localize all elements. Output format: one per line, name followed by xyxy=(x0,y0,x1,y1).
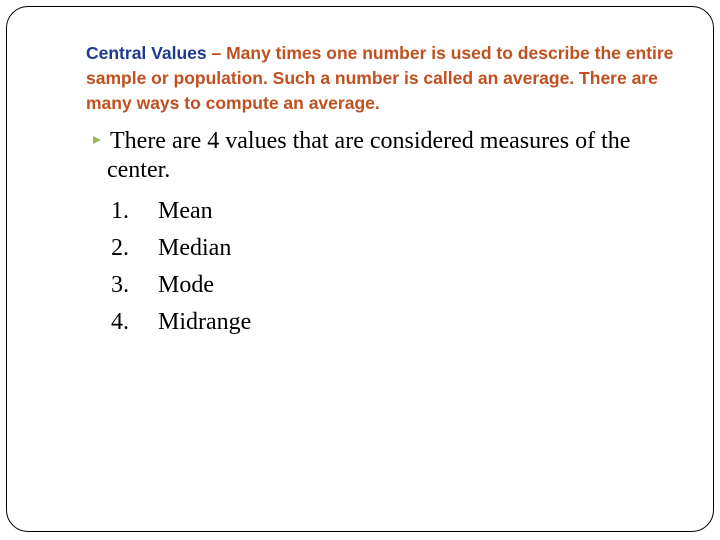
list-item-text: Mean xyxy=(158,198,213,224)
list-item-text: Midrange xyxy=(158,309,252,335)
bullet-text-line-2: center. xyxy=(107,157,171,183)
measures-list xyxy=(111,193,251,341)
list-item-text: Mode xyxy=(158,272,214,298)
bullet-arrow-icon xyxy=(93,136,101,144)
bullet-point xyxy=(93,127,703,185)
bullet-text-line-1: There are 4 values that are considered measures of the xyxy=(110,128,631,154)
slide-frame xyxy=(6,6,714,532)
list-item-number: 4. xyxy=(111,309,129,335)
heading-description: – Many times one number is used to describe the entire sample or population. Such a number is called an average. There are many ways to compute an average. xyxy=(86,43,674,113)
list-item-text: Median xyxy=(158,235,232,261)
list-item xyxy=(111,267,251,304)
slide-heading xyxy=(86,41,686,116)
list-item-number: 2. xyxy=(111,235,129,261)
list-item xyxy=(111,193,251,230)
heading-term: Central Values xyxy=(86,43,207,63)
list-item-number: 1. xyxy=(111,198,129,224)
list-item xyxy=(111,230,251,267)
list-item xyxy=(111,304,251,341)
list-item-number: 3. xyxy=(111,272,129,298)
